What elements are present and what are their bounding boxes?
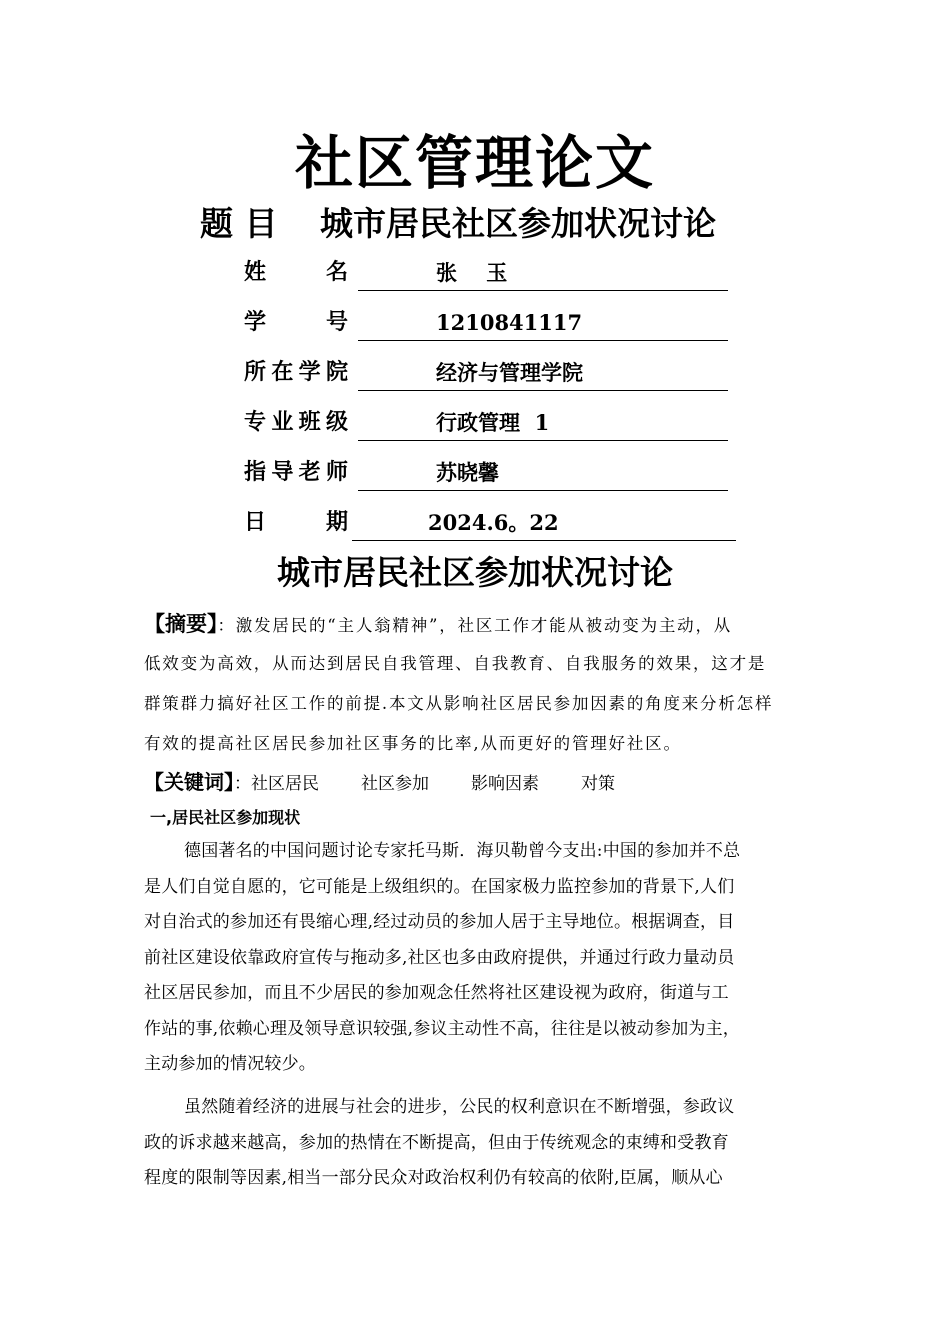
info-value-advisor: 苏晓馨 (436, 460, 499, 485)
paragraph-line: 社区居民参加，而且不少居民的参加观念任然将社区建设视为政府，街道与工 (144, 983, 729, 1003)
paragraph-line: 是人们自觉自愿的，它可能是上级组织的。在国家极力监控参加的背景下,人们 (144, 876, 735, 897)
info-value-date: 2024.6。22 (428, 510, 559, 535)
abstract-line: 有效的提高社区居民参加社区事务的比率,从而更好的管理好社区。 (144, 734, 682, 753)
paragraph-line: 对自治式的参加还有畏缩心理,经过动员的参加人居于主导地位。根据调查，目 (144, 912, 735, 932)
abstract-tag: 【摘要】 (144, 612, 218, 636)
info-label-college: 所 在 学 院 (244, 360, 348, 385)
info-label-major-class: 专 业 班 级 (244, 410, 348, 435)
keyword: 对策 (581, 774, 615, 794)
abstract-block (144, 604, 824, 764)
paragraph-line: 作站的事,依赖心理及领导意识较强,参议主动性不高，往往是以被动参加为主， (144, 1018, 741, 1039)
info-value-college: 经济与管理学院 (436, 360, 583, 385)
info-label-advisor: 指 导 老 师 (244, 460, 348, 485)
keyword: 社区参加 (361, 774, 429, 794)
keyword: 影响因素 (471, 774, 539, 794)
paragraph-line: 政的诉求越来越高，参加的热情在不断提高，但由于传统观念的束缚和受教育 (144, 1132, 729, 1153)
info-underline (358, 456, 728, 491)
paragraph-2 (144, 1090, 824, 1197)
abstract-line: 低效变为高效，从而达到居民自我管理、自我教育、自我服务的效果，这才是 (144, 654, 767, 673)
paragraph-line: 程度的限制等因素,相当一部分民众对政治权利仍有较高的依附,臣属，顺从心 (144, 1168, 723, 1188)
info-underline (358, 356, 728, 391)
paragraph-line: 虽然随着经济的进展与社会的进步，公民的权利意识在不断增强，参政议 (184, 1097, 735, 1117)
main-title: 社区管理论文 (294, 129, 655, 197)
paragraph-line: 前社区建设依靠政府宣传与拖动多,社区也多由政府提供，并通过行政力量动员 (144, 947, 735, 968)
info-label-date: 日 期 (244, 510, 348, 535)
section-heading: 一,居民社区参加现状 (150, 808, 301, 827)
info-value-student-id: 1210841117 (436, 310, 583, 335)
abstract-line: 群策群力搞好社区工作的前提.本文从影响社区居民参加因素的角度来分析怎样 (144, 694, 774, 713)
keywords-tag: 【关键词】 (144, 770, 234, 794)
topic-label: 题 目 (200, 204, 278, 243)
article-title: 城市居民社区参加状况讨论 (277, 553, 673, 592)
info-underline (352, 506, 736, 541)
paragraph-line: 德国著名的中国问题讨论专家托马斯．海贝勒曾今支出:中国的参加并不总 (184, 841, 741, 861)
paragraph-line: 主动参加的情况较少。 (144, 1054, 316, 1074)
topic-value: 城市居民社区参加状况讨论 (320, 204, 716, 243)
info-label-student-id: 学 号 (244, 310, 348, 335)
abstract-line: 【摘要】：激发居民的“主人翁精神”，社区工作才能从被动变为主动，从 (144, 612, 733, 636)
keyword: 社区居民 (251, 774, 319, 794)
keywords-line: 【关键词】：社区居民 社区参加 影响因素 对策 (144, 770, 615, 794)
topic-line (200, 202, 820, 246)
info-label-name: 姓 名 (244, 260, 348, 285)
info-underline (358, 406, 728, 441)
info-underline (358, 306, 728, 341)
paragraph-1 (144, 834, 824, 1083)
info-value-name: 张 玉 (436, 260, 508, 285)
info-underline (358, 256, 728, 291)
info-value-major-class: 行政管理 1 (436, 410, 550, 435)
